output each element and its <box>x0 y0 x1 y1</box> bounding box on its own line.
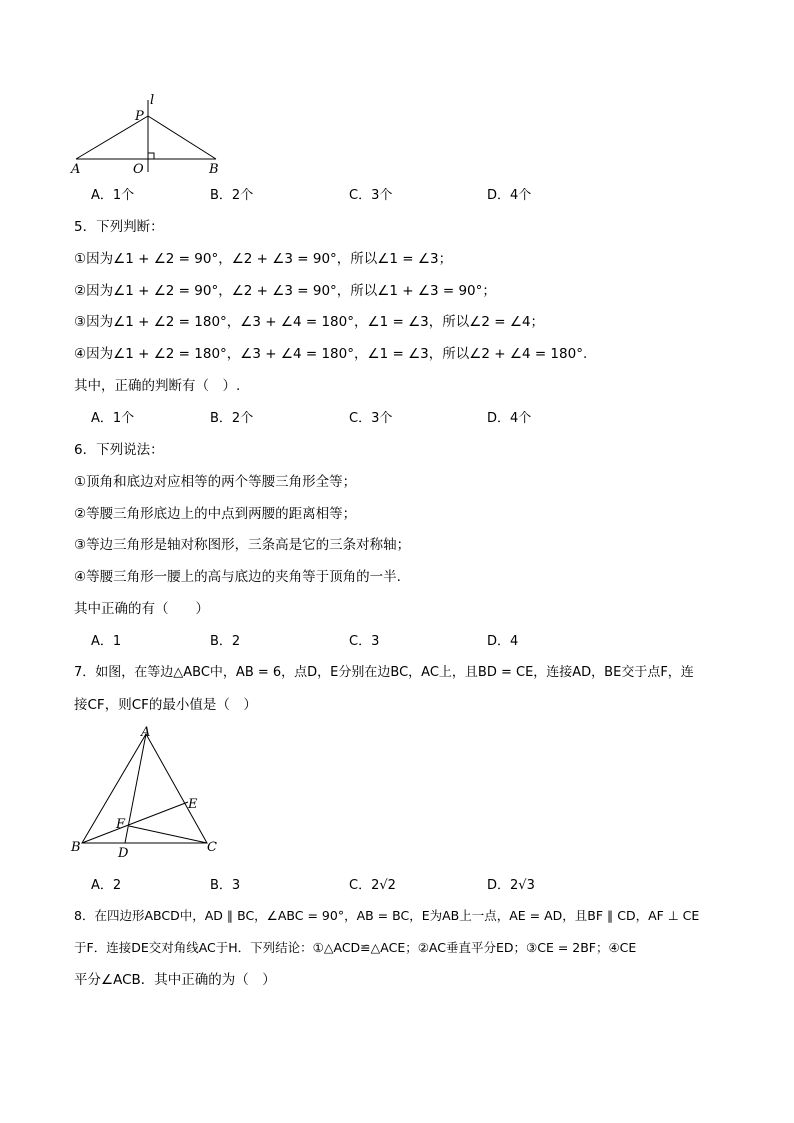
q4-option-a[interactable]: A．1个 <box>91 188 135 203</box>
triangle-abc <box>82 734 207 843</box>
q6-options <box>0 633 794 651</box>
q5-item-1: ①因为∠1 + ∠2 = 90°，∠2 + ∠3 = 90°，所以∠1 = ∠3； <box>74 251 453 267</box>
q5-question: 其中，正确的判断有（ ）. <box>74 378 241 394</box>
label-o: O <box>133 162 144 177</box>
q5-option-d[interactable]: D．4个 <box>487 411 532 426</box>
label-a: A <box>141 725 151 740</box>
segment-pb <box>148 116 216 159</box>
q7-option-c[interactable]: C．2√2 <box>349 878 396 893</box>
q8-stem-line-1: 8．在四边形ABCD中，AD ∥ BC，∠ABC = 90°，AB = BC，E为AB上一点，AE = AD，且BF ∥ CD，AF ⊥ CE <box>74 908 700 923</box>
q6-option-c[interactable]: C．3 <box>349 634 380 649</box>
q7-stem-line-2: 接CF，则CF的最小值是（ ） <box>74 697 257 713</box>
q7-options <box>0 877 794 895</box>
q6-item-2: ②等腰三角形底边上的中点到两腰的距离相等； <box>74 506 357 522</box>
q7-option-a[interactable]: A．2 <box>91 878 122 893</box>
label-b: B <box>71 840 81 855</box>
q5-item-3: ③因为∠1 + ∠2 = 180°，∠3 + ∠4 = 180°，∠1 = ∠3，所以∠2 = ∠4； <box>74 314 545 330</box>
q5-item-4: ④因为∠1 + ∠2 = 180°，∠3 + ∠4 = 180°，∠1 = ∠3，所以∠2 + ∠4 = 180°. <box>74 346 588 362</box>
q6-question: 其中正确的有（ ） <box>74 601 209 617</box>
q6-option-d[interactable]: D．4 <box>487 634 519 649</box>
label-p: P <box>135 109 144 124</box>
label-b: B <box>209 162 219 177</box>
q6-item-3: ③等边三角形是轴对称图形，三条高是它的三条对称轴； <box>74 537 411 553</box>
q7-option-d[interactable]: D．2√3 <box>487 878 535 893</box>
q5-option-b[interactable]: B．2个 <box>210 411 254 426</box>
q6-stem: 6．下列说法： <box>74 442 164 458</box>
q6-item-4: ④等腰三角形一腰上的高与底边的夹角等于顶角的一半. <box>74 569 401 585</box>
q6-option-b[interactable]: B．2 <box>210 634 241 649</box>
label-a: A <box>71 162 81 177</box>
segment-ad <box>125 734 146 843</box>
q5-item-2: ②因为∠1 + ∠2 = 90°，∠2 + ∠3 = 90°，所以∠1 + ∠3 = 90°； <box>74 283 496 299</box>
right-angle-mark <box>148 153 154 159</box>
q5-option-c[interactable]: C．3个 <box>349 411 393 426</box>
q4-options <box>0 187 794 205</box>
q4-option-b[interactable]: B．2个 <box>210 188 254 203</box>
q6-item-1: ①顶角和底边对应相等的两个等腰三角形全等； <box>74 474 357 490</box>
segment-cf <box>129 826 207 843</box>
q7-option-b[interactable]: B．3 <box>210 878 241 893</box>
label-d: D <box>118 846 129 861</box>
q8-stem-line-3: 平分∠ACB．其中正确的为（ ） <box>74 972 276 988</box>
q5-option-a[interactable]: A．1个 <box>91 411 135 426</box>
q7-stem-line-1: 7．如图，在等边△ABC中，AB = 6，点D，E分别在边BC，AC上，且BD = CE，连接AD，BE交于点F，连 <box>74 665 694 680</box>
q8-stem-line-2: 于F．连接DE交对角线AC于H．下列结论：①△ACD≌△ACE；②AC垂直平分ED；③CE = 2BF；④CE <box>74 940 637 955</box>
q5-stem: 5．下列判断： <box>74 219 164 235</box>
q5-options <box>0 410 794 428</box>
q6-option-a[interactable]: A．1 <box>91 634 122 649</box>
q4-option-c[interactable]: C．3个 <box>349 188 393 203</box>
label-l: l <box>150 93 155 108</box>
label-c: C <box>207 840 217 855</box>
q4-option-d[interactable]: D．4个 <box>487 188 532 203</box>
figure-equilateral-triangle <box>66 722 226 862</box>
label-e: E <box>188 797 198 812</box>
figure-perpendicular <box>66 90 236 180</box>
label-f: F <box>116 817 126 832</box>
segment-be <box>82 802 188 843</box>
